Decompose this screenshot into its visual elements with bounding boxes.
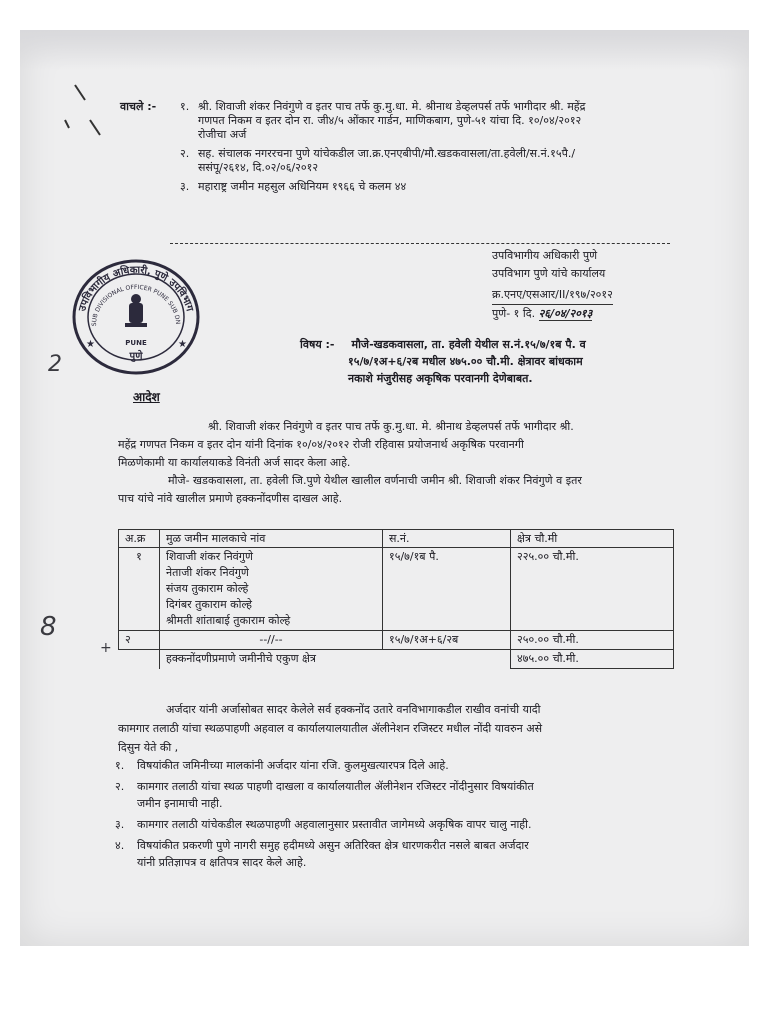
reference-line: गणपत निकम व इतर दोन रा. जी४/५ ओंकार गार्डन, माणिकबाग, पुणे-५१ यांचा दि. १०/०४/२०१२ — [198, 114, 582, 127]
owner-name: संजय तुकाराम कोल्हे — [166, 582, 249, 595]
column-header: अ.क्र — [119, 530, 160, 548]
list-text: यांनी प्रतिज्ञापत्र व क्षतिपत्र सादर केले आहे. — [137, 856, 307, 869]
subject-line: मौजे-खडकवासला, ता. हवेली येथील स.नं.१५/७/१ब पै. व — [351, 338, 586, 351]
reference-number: १. — [180, 100, 190, 113]
margin-mark: 8 — [40, 612, 57, 642]
order-heading: आदेश — [133, 390, 160, 404]
paragraph-line: महेंद्र गणपत निकम व इतर दोन यांनी दिनांक १०/०४/२०१२ रोजी रहिवास प्रयोजनार्थ अकृषिक परवानगी — [118, 438, 524, 451]
dashed-divider — [170, 243, 670, 244]
office-title: उपविभागीय अधिकारी पुणे — [492, 249, 598, 262]
column-header: मुळ जमीन मालकाचे नांव — [160, 530, 383, 548]
total-area: ४७५.०० चौ.मी. — [511, 650, 674, 669]
serial-cell: २ — [119, 631, 160, 650]
list-number: २. — [115, 780, 125, 793]
owner-name: दिगंबर तुकाराम कोल्हे — [166, 598, 253, 611]
margin-mark: + — [100, 640, 112, 656]
reference-line: ससंपू/२६१४, दि.०२/०६/२०१२ — [198, 161, 319, 174]
area-cell: २२५.०० चौ.मी. — [511, 548, 674, 631]
reference-line: रोजीचा अर्ज — [198, 128, 247, 141]
survey-cell: १५/७/१अ+६/२ब — [383, 631, 511, 650]
table-row — [119, 631, 674, 650]
list-text: कामगार तलाठी यांचा स्थळ पाहणी दाखला व कार्यालयातील ॲलीनेशन रजिस्टर नोंदीनुसार विषयांकीत — [137, 780, 534, 793]
survey-cell: १५/७/१ब पै. — [383, 548, 511, 631]
owner-name: नेताजी शंकर निवंगुणे — [166, 566, 249, 579]
reference-number: ३. — [180, 180, 190, 193]
column-header: क्षेत्र चौ.मी — [511, 530, 674, 548]
seal-bottom-text: पुणे — [129, 351, 143, 362]
seal-outer-text: उपविभागीय अधिकारी, पुणे उपविभाग — [77, 264, 195, 313]
office-date — [492, 305, 613, 323]
paragraph-line: श्री. शिवाजी शंकर निवंगुणे व इतर पाच तर्फे कु.मु.धा. मे. श्रीनाथ डेव्हलपर्स तर्फे भागीदार श्री. — [208, 420, 574, 433]
star-icon: ★ — [86, 339, 95, 350]
list-number: ३. — [115, 818, 125, 831]
total-label: हक्कनोंदणीप्रमाणे जमीनीचे एकुण क्षेत्र — [160, 650, 511, 669]
subject-line: नकाशे मंजुरीसह अकृषिक परवानगी देणेबाबत. — [348, 372, 533, 385]
office-seal-stamp — [68, 255, 208, 380]
list-number: १. — [115, 759, 125, 772]
serial-cell: १ — [119, 548, 160, 631]
paragraph-line: मिळणेकामी या कार्यालयाकडे विनंती अर्ज सादर केला आहे. — [118, 456, 351, 469]
reference-item-2 — [180, 147, 585, 161]
list-text: विषयांकीत प्रकरणी पुणे नागरी समुह हदीमध्ये असुन अतिरिक्त क्षेत्र धारणकरीत नसले बाबत अर्जदार — [137, 839, 529, 852]
reference-item-1 — [120, 100, 585, 114]
table-total-row — [119, 650, 674, 669]
paragraph-3 — [118, 700, 542, 757]
empty-cell — [119, 650, 160, 669]
list-item — [115, 837, 675, 854]
column-header: स.नं. — [383, 530, 511, 548]
reference-line: महाराष्ट्र जमीन महसुल अधिनियम १९६६ चे कलम ४४ — [198, 180, 407, 193]
office-subtitle: उपविभाग पुणे यांचे कार्यालय — [492, 267, 606, 280]
table-row — [119, 548, 674, 631]
list-text: विषयांकीत जमिनीच्या मालकांनी अर्जदार यांना रजि. कुलमुखत्यारपत्र दिले आहे. — [137, 759, 449, 772]
list-item — [115, 816, 675, 833]
list-text: कामगार तलाठी यांचेकडील स्थळपाहणी अहवालानुसार प्रस्तावीत जागेमध्ये अकृषिक वापर चालु नाही. — [137, 818, 532, 831]
date-prefix: पुणे- १ दि. — [492, 307, 536, 320]
references-label: वाचले :- — [120, 100, 157, 113]
list-text: जमीन इनामाची नाही. — [137, 797, 223, 810]
paragraph-line: मौजे- खडकवासला, ता. हवेली जि.पुणे येथील खालील वर्णनाची जमीन श्री. शिवाजी शंकर निवंगुणे व इतर — [168, 474, 582, 487]
paragraph-line: दिसुन येते की , — [118, 741, 179, 754]
findings-list — [115, 757, 675, 871]
star-icon: ★ — [178, 339, 187, 350]
seal-inner-text: SUB DIVISIONAL OFFICER PUNE SUB DN — [90, 283, 182, 327]
subject-block — [300, 338, 586, 386]
owners-cell: --//-- — [160, 631, 383, 650]
paragraph-1 — [118, 418, 582, 508]
margin-scribble — [55, 80, 105, 150]
subject-line: १५/७/१अ+६/२ब मधील ४७५.०० चौ.मी. क्षेत्रावर बांधकाम — [348, 355, 583, 368]
reference-line: सह. संचालक नगररचना पुणे यांचेकडील जा.क्र.एनएबीपी/मौ.खडकवासला/ता.हवेली/स.नं.१५पै./ — [198, 147, 576, 160]
paragraph-line: पाच यांचे नांवे खालील प्रमाणे हक्कनोंदणीस दाखल आहे. — [118, 492, 343, 505]
date-handwritten: २६/०४/२०१३ — [538, 307, 593, 320]
list-number: ४. — [115, 839, 125, 852]
owner-name: श्रीमती शांताबाई तुकाराम कोल्हे — [166, 614, 291, 627]
list-item — [115, 757, 675, 774]
table-header-row — [119, 530, 674, 548]
margin-mark: 2 — [48, 352, 62, 377]
references-block — [120, 100, 585, 194]
emblem-icon — [125, 294, 147, 327]
paragraph-line: अर्जदार यांनी अर्जासोबत सादर केलेले सर्व हक्कनोंद उतारे वनविभागाकडील राखीव वनांची यादी — [166, 703, 541, 716]
reference-item-3 — [180, 180, 585, 194]
seal-bottom-en: PUNE — [125, 339, 147, 347]
reference-number: २. — [180, 147, 190, 160]
page-shadow — [20, 30, 749, 70]
owner-name: शिवाजी शंकर निवंगुणे — [166, 550, 253, 563]
subject-label: विषय :- — [300, 338, 335, 351]
owners-cell — [160, 548, 383, 631]
list-item — [115, 778, 675, 795]
reference-number: क्र.एनए/एसआर/II/१९७/२०१२ — [492, 286, 613, 305]
paragraph-line: कामगार तलाठी यांचा स्थळपाहणी अहवाल व कार्यालयालयातील ॲलीनेशन रजिस्टर मधील नोंदी यावरुन असे — [118, 722, 543, 735]
area-cell: २५०.०० चौ.मी. — [511, 631, 674, 650]
office-block — [492, 247, 613, 323]
reference-line: श्री. शिवाजी शंकर निवंगुणे व इतर पाच तर्फे कु.मु.धा. मे. श्रीनाथ डेव्हलपर्स तर्फे भागीदार श्री. महेंद्र — [198, 100, 586, 113]
land-ownership-table — [118, 529, 674, 669]
